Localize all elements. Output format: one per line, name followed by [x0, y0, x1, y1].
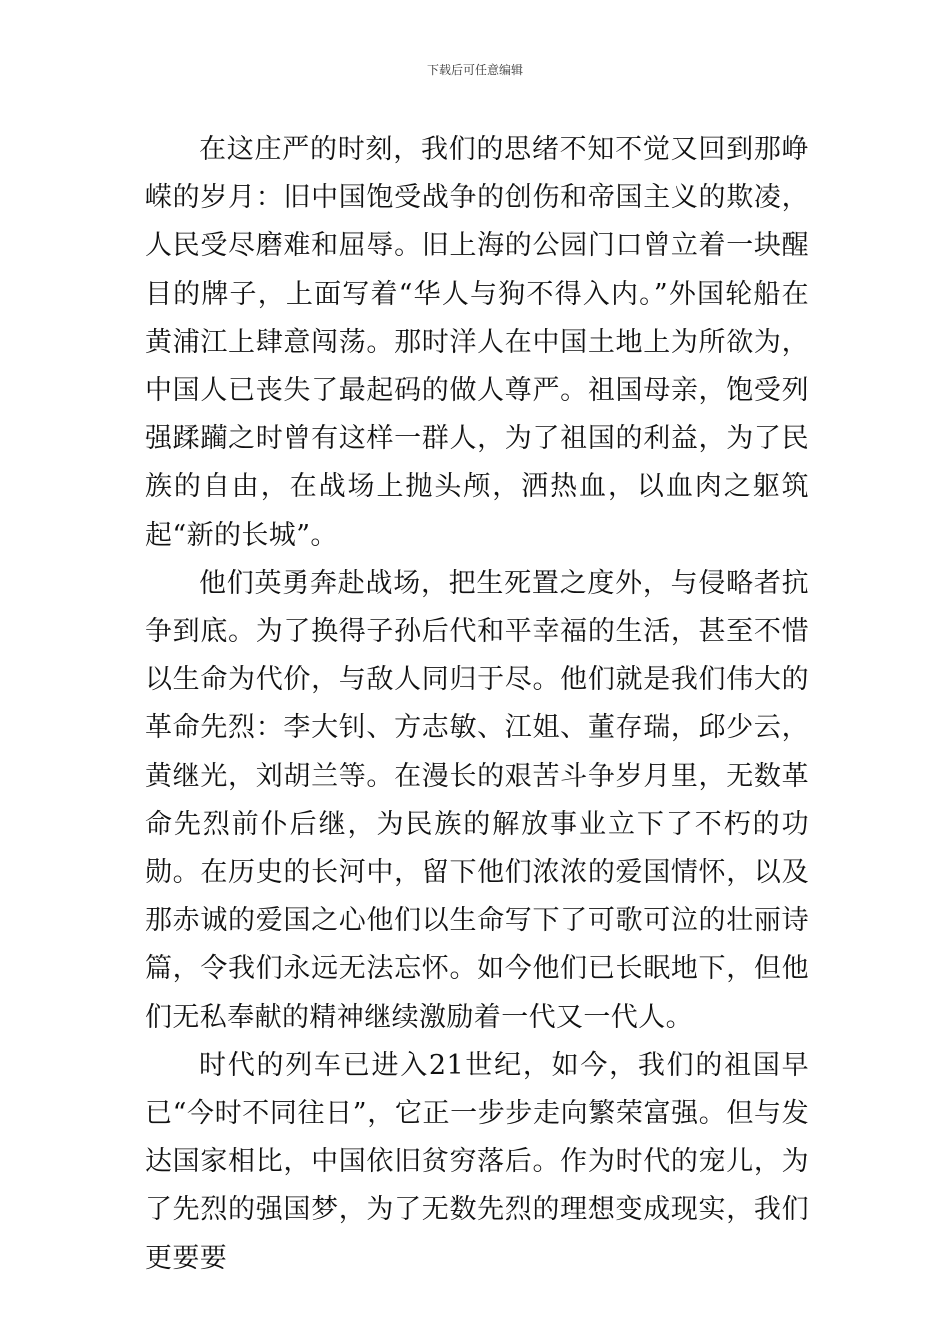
document-body [145, 126, 809, 1283]
paragraph-1: 在这庄严的时刻，我们的思绪不知不觉又回到那峥嵘的岁月：旧中国饱受战争的创伤和帝国主义的欺凌，人民受尽磨难和屈辱。旧上海的公园门口曾立着一块醒目的牌子，上面写着“华人与狗不得入内。”外国轮船在黄浦江上肆意闯荡。那时洋人在中国土地上为所欲为，中国人已丧失了最起码的做人尊严。祖国母亲，饱受列强蹂躏之时曾有这样一群人，为了祖国的利益，为了民族的自由，在战场上抛头颅，洒热血，以血肉之躯筑起“新的长城”。 [145, 134, 809, 551]
paragraph-3: 时代的列车已进入21世纪，如今，我们的祖国早已“今时不同往日”，它正一步步走向繁荣富强。但与发达国家相比，中国依旧贫穷落后。作为时代的宠儿，为了先烈的强国梦，为了无数先烈的理想变成现实，我们更要要 [145, 1049, 809, 1274]
page-header: 下载后可任意编辑 [426, 63, 523, 77]
paragraph-2: 他们英勇奔赴战场，把生死置之度外，与侵略者抗争到底。为了换得子孙后代和平幸福的生活，甚至不惜以生命为代价，与敌人同归于尽。他们就是我们伟大的革命先烈：李大钊、方志敏、江姐、董存瑞，邱少云，黄继光，刘胡兰等。在漫长的艰苦斗争岁月里，无数革命先烈前仆后继，为民族的解放事业立下了不朽的功勋。在历史的长河中，留下他们浓浓的爱国情怀，以及那赤诚的爱国之心他们以生命写下了可歌可泣的壮丽诗篇，令我们永远无法忘怀。如今他们已长眠地下，但他们无私奉献的精神继续激励着一代又一代人。 [145, 567, 809, 1033]
